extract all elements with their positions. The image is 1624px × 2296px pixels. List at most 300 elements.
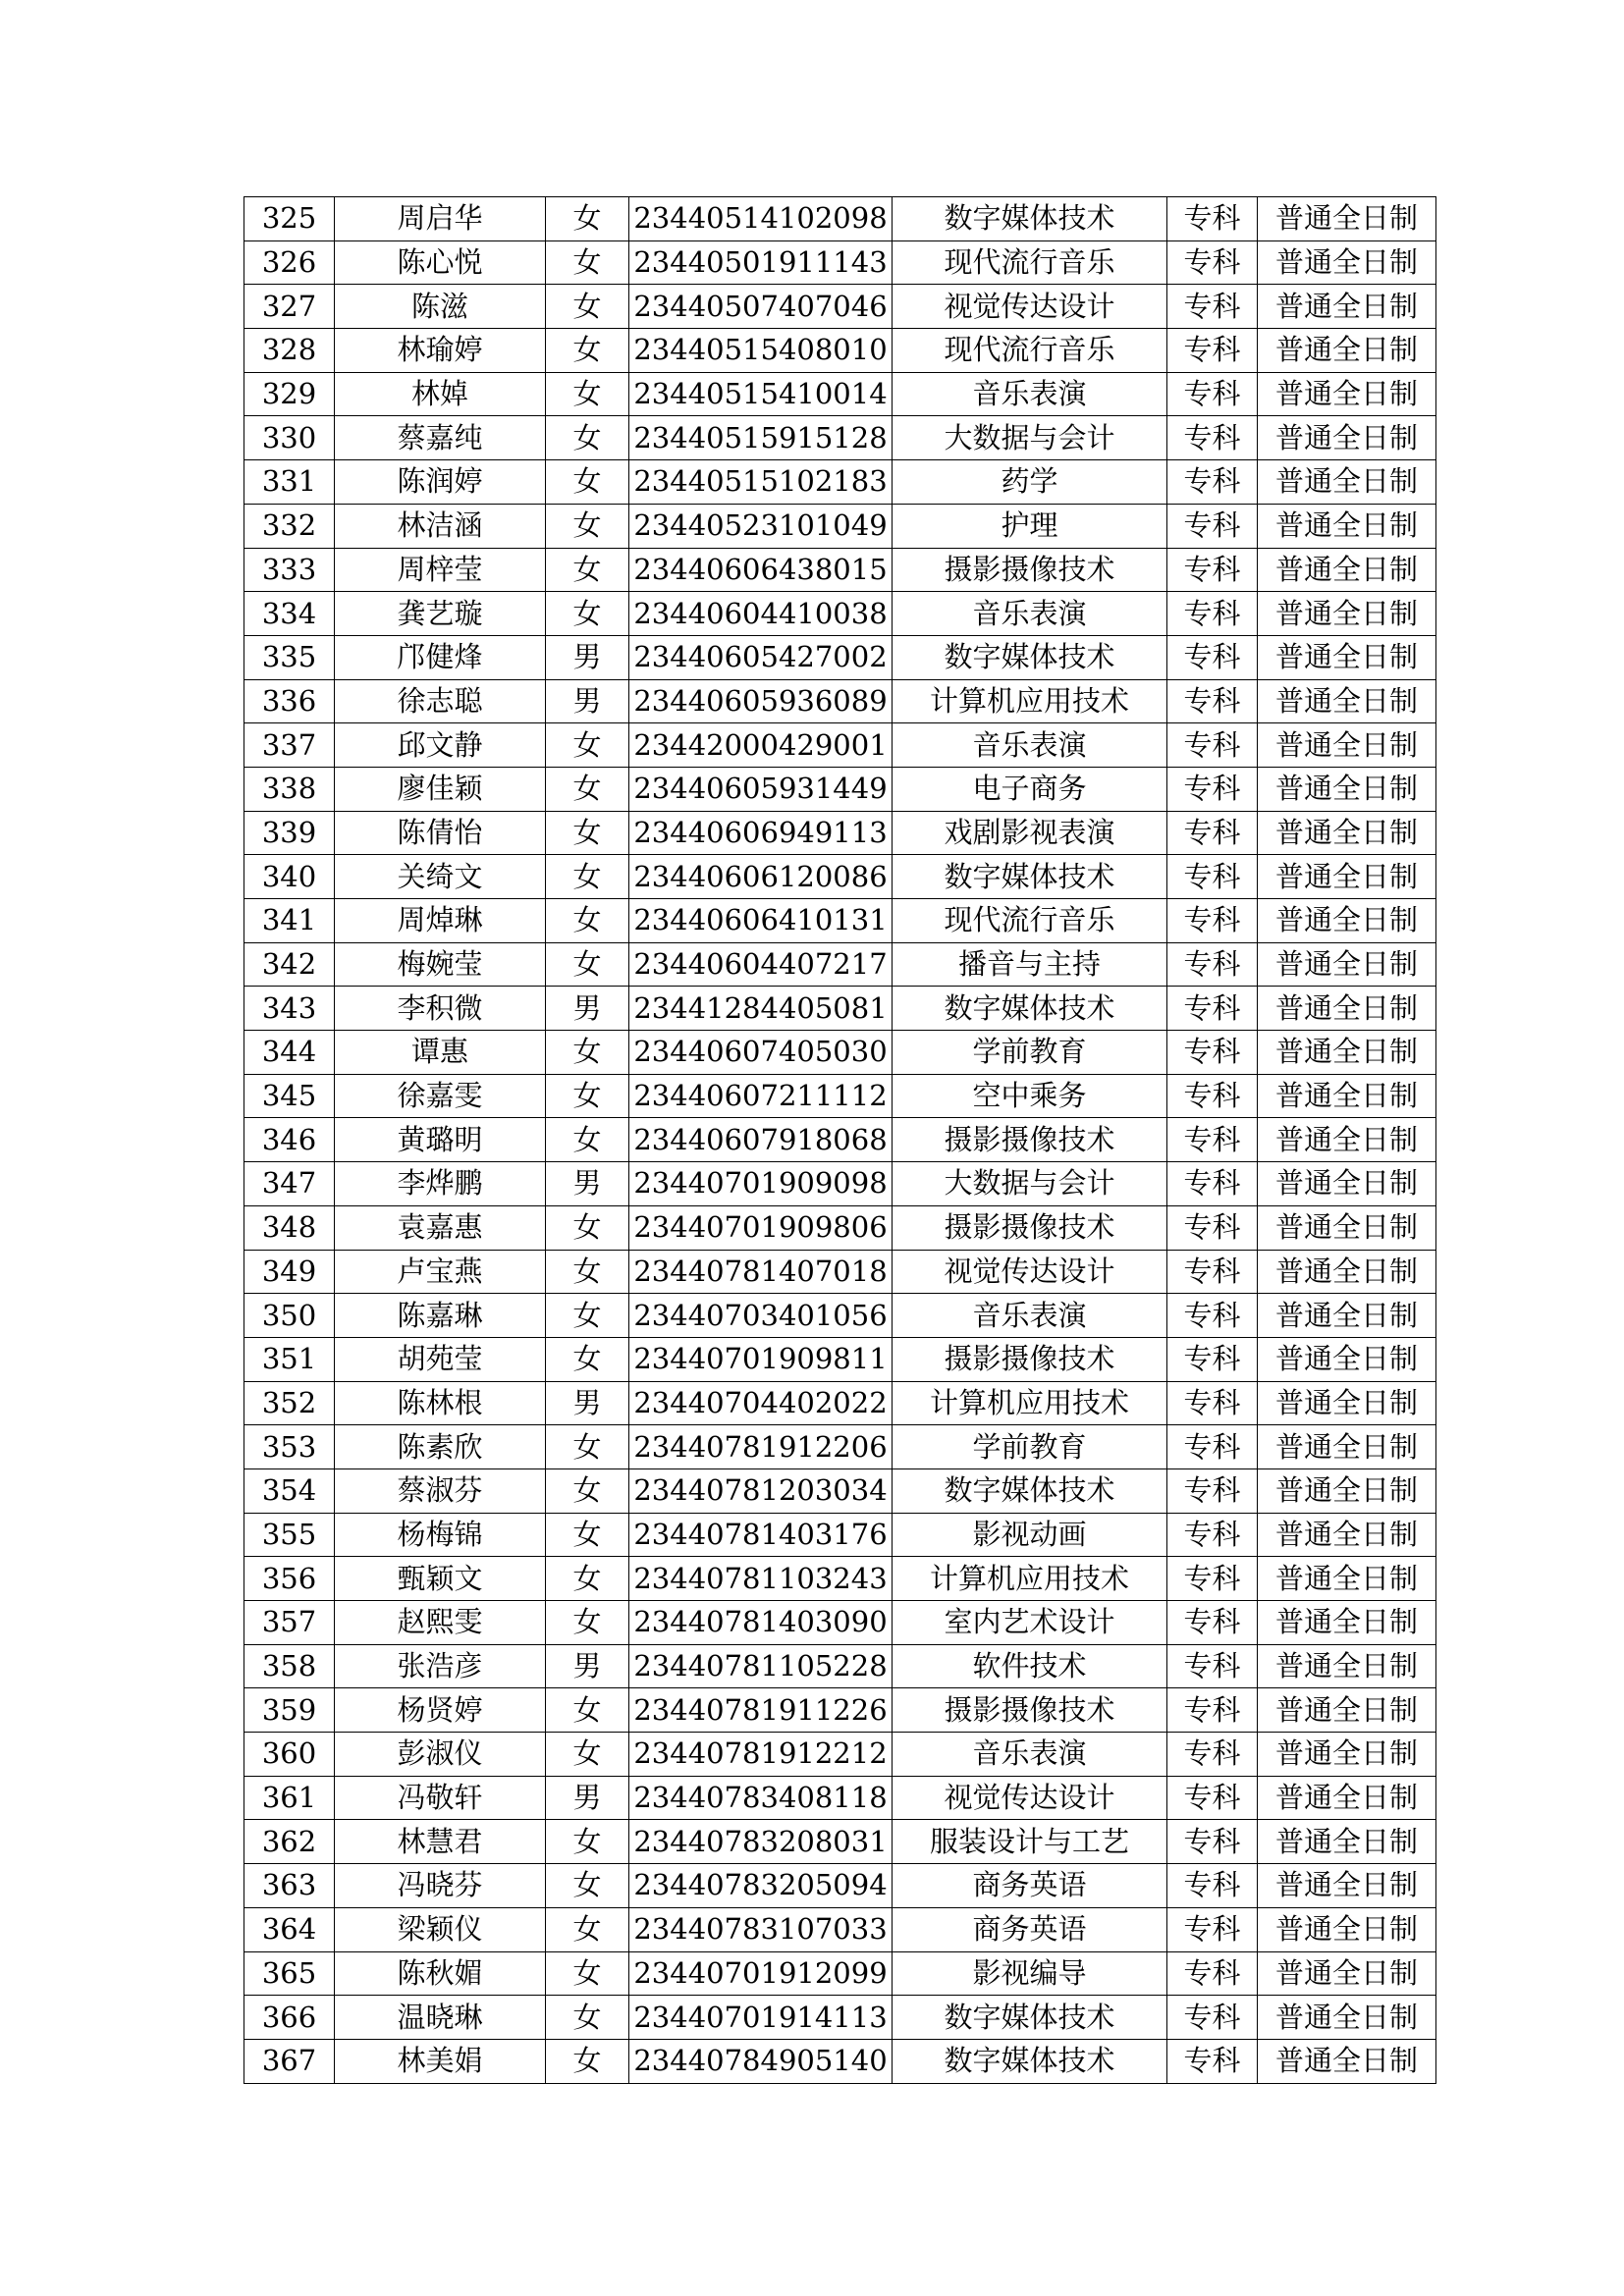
row-number-cell: 343 (244, 987, 335, 1031)
study-mode-cell: 普通全日制 (1258, 240, 1436, 285)
student-name-cell: 张浩彦 (335, 1644, 546, 1688)
level-cell: 专科 (1167, 1425, 1258, 1469)
student-name-cell: 林美娟 (335, 2039, 546, 2083)
study-mode-cell: 普通全日制 (1258, 1381, 1436, 1425)
student-name-cell: 李烨鹏 (335, 1162, 546, 1206)
gender-cell: 女 (546, 1294, 629, 1338)
table-row (244, 1820, 1436, 1864)
gender-cell: 女 (546, 723, 629, 768)
level-cell: 专科 (1167, 1951, 1258, 1996)
level-cell: 专科 (1167, 1557, 1258, 1601)
student-name-cell: 甄颖文 (335, 1557, 546, 1601)
exam-id-cell: 23440701909098 (629, 1162, 893, 1206)
student-name-cell: 冯晓芬 (335, 1864, 546, 1908)
exam-id-cell: 23440606438015 (629, 548, 893, 592)
exam-id-cell: 23440515408010 (629, 329, 893, 373)
row-number-cell: 366 (244, 1996, 335, 2040)
row-number-cell: 342 (244, 942, 335, 987)
study-mode-cell: 普通全日制 (1258, 1601, 1436, 1645)
major-cell: 计算机应用技术 (893, 1381, 1167, 1425)
student-name-cell: 蔡嘉纯 (335, 416, 546, 460)
student-name-cell: 赵熙雯 (335, 1601, 546, 1645)
table-row (244, 635, 1436, 679)
study-mode-cell: 普通全日制 (1258, 1205, 1436, 1250)
table-row (244, 767, 1436, 811)
row-number-cell: 336 (244, 679, 335, 723)
major-cell: 数字媒体技术 (893, 197, 1167, 241)
major-cell: 护理 (893, 504, 1167, 548)
exam-id-cell: 23440783208031 (629, 1820, 893, 1864)
level-cell: 专科 (1167, 1513, 1258, 1557)
exam-id-cell: 23440514102098 (629, 197, 893, 241)
table-row (244, 1031, 1436, 1075)
student-name-cell: 彭淑仪 (335, 1733, 546, 1777)
major-cell: 电子商务 (893, 767, 1167, 811)
level-cell: 专科 (1167, 1688, 1258, 1733)
major-cell: 数字媒体技术 (893, 1996, 1167, 2040)
exam-id-cell: 23440507407046 (629, 285, 893, 329)
study-mode-cell: 普通全日制 (1258, 679, 1436, 723)
level-cell: 专科 (1167, 767, 1258, 811)
row-number-cell: 330 (244, 416, 335, 460)
level-cell: 专科 (1167, 1031, 1258, 1075)
gender-cell: 女 (546, 416, 629, 460)
level-cell: 专科 (1167, 416, 1258, 460)
study-mode-cell: 普通全日制 (1258, 767, 1436, 811)
student-name-cell: 胡苑莹 (335, 1337, 546, 1381)
gender-cell: 女 (546, 504, 629, 548)
table-row (244, 1294, 1436, 1338)
gender-cell: 女 (546, 1468, 629, 1513)
study-mode-cell: 普通全日制 (1258, 942, 1436, 987)
table-row (244, 811, 1436, 855)
student-name-cell: 李积微 (335, 987, 546, 1031)
student-name-cell: 林婥 (335, 372, 546, 416)
exam-id-cell: 23440783408118 (629, 1776, 893, 1820)
table-row (244, 987, 1436, 1031)
gender-cell: 男 (546, 1776, 629, 1820)
exam-id-cell: 23440701912099 (629, 1951, 893, 1996)
exam-id-cell: 23440604410038 (629, 592, 893, 636)
row-number-cell: 333 (244, 548, 335, 592)
row-number-cell: 328 (244, 329, 335, 373)
gender-cell: 男 (546, 1381, 629, 1425)
level-cell: 专科 (1167, 548, 1258, 592)
exam-id-cell: 23440781407018 (629, 1250, 893, 1294)
major-cell: 音乐表演 (893, 372, 1167, 416)
study-mode-cell: 普通全日制 (1258, 1337, 1436, 1381)
exam-id-cell: 23440523101049 (629, 504, 893, 548)
row-number-cell: 341 (244, 899, 335, 943)
level-cell: 专科 (1167, 723, 1258, 768)
row-number-cell: 349 (244, 1250, 335, 1294)
table-row (244, 1776, 1436, 1820)
major-cell: 视觉传达设计 (893, 1250, 1167, 1294)
gender-cell: 女 (546, 372, 629, 416)
exam-id-cell: 23440784905140 (629, 2039, 893, 2083)
student-name-cell: 蔡淑芬 (335, 1468, 546, 1513)
table-row (244, 240, 1436, 285)
table-row (244, 1733, 1436, 1777)
student-name-cell: 陈心悦 (335, 240, 546, 285)
exam-id-cell: 23440501911143 (629, 240, 893, 285)
exam-id-cell: 23440604407217 (629, 942, 893, 987)
table-row (244, 1337, 1436, 1381)
student-name-cell: 梁颖仪 (335, 1907, 546, 1951)
row-number-cell: 345 (244, 1074, 335, 1118)
gender-cell: 女 (546, 1733, 629, 1777)
study-mode-cell: 普通全日制 (1258, 504, 1436, 548)
table-row (244, 285, 1436, 329)
gender-cell: 女 (546, 767, 629, 811)
major-cell: 计算机应用技术 (893, 1557, 1167, 1601)
study-mode-cell: 普通全日制 (1258, 1250, 1436, 1294)
student-name-cell: 林慧君 (335, 1820, 546, 1864)
student-name-cell: 周焯琳 (335, 899, 546, 943)
student-name-cell: 温晓琳 (335, 1996, 546, 2040)
row-number-cell: 340 (244, 855, 335, 899)
row-number-cell: 332 (244, 504, 335, 548)
level-cell: 专科 (1167, 942, 1258, 987)
major-cell: 室内艺术设计 (893, 1601, 1167, 1645)
student-name-cell: 徐嘉雯 (335, 1074, 546, 1118)
gender-cell: 女 (546, 1996, 629, 2040)
major-cell: 摄影摄像技术 (893, 1688, 1167, 1733)
student-name-cell: 邱文静 (335, 723, 546, 768)
student-name-cell: 陈秋媚 (335, 1951, 546, 1996)
table-row (244, 1074, 1436, 1118)
major-cell: 数字媒体技术 (893, 987, 1167, 1031)
level-cell: 专科 (1167, 1601, 1258, 1645)
student-name-cell: 周启华 (335, 197, 546, 241)
exam-id-cell: 23440781105228 (629, 1644, 893, 1688)
gender-cell: 女 (546, 1907, 629, 1951)
table-row (244, 372, 1436, 416)
major-cell: 商务英语 (893, 1907, 1167, 1951)
gender-cell: 女 (546, 1118, 629, 1162)
study-mode-cell: 普通全日制 (1258, 635, 1436, 679)
student-name-cell: 杨贤婷 (335, 1688, 546, 1733)
gender-cell: 男 (546, 1162, 629, 1206)
major-cell: 数字媒体技术 (893, 1468, 1167, 1513)
row-number-cell: 359 (244, 1688, 335, 1733)
row-number-cell: 339 (244, 811, 335, 855)
student-name-cell: 徐志聪 (335, 679, 546, 723)
level-cell: 专科 (1167, 1337, 1258, 1381)
major-cell: 现代流行音乐 (893, 899, 1167, 943)
student-name-cell: 卢宝燕 (335, 1250, 546, 1294)
level-cell: 专科 (1167, 1250, 1258, 1294)
student-name-cell: 陈素欣 (335, 1425, 546, 1469)
student-name-cell: 袁嘉惠 (335, 1205, 546, 1250)
gender-cell: 女 (546, 285, 629, 329)
major-cell: 音乐表演 (893, 723, 1167, 768)
gender-cell: 女 (546, 942, 629, 987)
study-mode-cell: 普通全日制 (1258, 987, 1436, 1031)
major-cell: 商务英语 (893, 1864, 1167, 1908)
level-cell: 专科 (1167, 1294, 1258, 1338)
level-cell: 专科 (1167, 855, 1258, 899)
row-number-cell: 337 (244, 723, 335, 768)
level-cell: 专科 (1167, 1644, 1258, 1688)
level-cell: 专科 (1167, 679, 1258, 723)
student-name-cell: 杨梅锦 (335, 1513, 546, 1557)
table-row (244, 460, 1436, 505)
major-cell: 现代流行音乐 (893, 240, 1167, 285)
row-number-cell: 327 (244, 285, 335, 329)
study-mode-cell: 普通全日制 (1258, 1557, 1436, 1601)
study-mode-cell: 普通全日制 (1258, 1864, 1436, 1908)
table-row (244, 329, 1436, 373)
level-cell: 专科 (1167, 1205, 1258, 1250)
study-mode-cell: 普通全日制 (1258, 1820, 1436, 1864)
study-mode-cell: 普通全日制 (1258, 1776, 1436, 1820)
gender-cell: 女 (546, 592, 629, 636)
level-cell: 专科 (1167, 1468, 1258, 1513)
major-cell: 药学 (893, 460, 1167, 505)
major-cell: 空中乘务 (893, 1074, 1167, 1118)
student-name-cell: 周梓莹 (335, 548, 546, 592)
major-cell: 摄影摄像技术 (893, 1205, 1167, 1250)
study-mode-cell: 普通全日制 (1258, 855, 1436, 899)
gender-cell: 女 (546, 1074, 629, 1118)
study-mode-cell: 普通全日制 (1258, 723, 1436, 768)
study-mode-cell: 普通全日制 (1258, 1996, 1436, 2040)
level-cell: 专科 (1167, 1996, 1258, 2040)
level-cell: 专科 (1167, 1074, 1258, 1118)
study-mode-cell: 普通全日制 (1258, 416, 1436, 460)
study-mode-cell: 普通全日制 (1258, 548, 1436, 592)
exam-id-cell: 23440515410014 (629, 372, 893, 416)
student-name-cell: 梅婉莹 (335, 942, 546, 987)
student-name-cell: 林瑜婷 (335, 329, 546, 373)
major-cell: 音乐表演 (893, 1294, 1167, 1338)
row-number-cell: 357 (244, 1601, 335, 1645)
exam-id-cell: 23440701914113 (629, 1996, 893, 2040)
gender-cell: 女 (546, 2039, 629, 2083)
row-number-cell: 365 (244, 1951, 335, 1996)
level-cell: 专科 (1167, 1820, 1258, 1864)
gender-cell: 女 (546, 1601, 629, 1645)
student-name-cell: 陈润婷 (335, 460, 546, 505)
table-row (244, 504, 1436, 548)
level-cell: 专科 (1167, 811, 1258, 855)
major-cell: 现代流行音乐 (893, 329, 1167, 373)
gender-cell: 女 (546, 1688, 629, 1733)
gender-cell: 男 (546, 1644, 629, 1688)
student-name-cell: 冯敬轩 (335, 1776, 546, 1820)
exam-id-cell: 23440605427002 (629, 635, 893, 679)
level-cell: 专科 (1167, 240, 1258, 285)
student-name-cell: 陈林根 (335, 1381, 546, 1425)
major-cell: 数字媒体技术 (893, 2039, 1167, 2083)
exam-id-cell: 23440606120086 (629, 855, 893, 899)
level-cell: 专科 (1167, 1733, 1258, 1777)
row-number-cell: 329 (244, 372, 335, 416)
major-cell: 视觉传达设计 (893, 1776, 1167, 1820)
major-cell: 摄影摄像技术 (893, 1337, 1167, 1381)
level-cell: 专科 (1167, 1907, 1258, 1951)
gender-cell: 女 (546, 811, 629, 855)
row-number-cell: 331 (244, 460, 335, 505)
exam-id-cell: 23440606410131 (629, 899, 893, 943)
student-name-cell: 龚艺璇 (335, 592, 546, 636)
major-cell: 服装设计与工艺 (893, 1820, 1167, 1864)
exam-id-cell: 23440781203034 (629, 1468, 893, 1513)
gender-cell: 女 (546, 329, 629, 373)
exam-id-cell: 23440781403090 (629, 1601, 893, 1645)
gender-cell: 女 (546, 1557, 629, 1601)
exam-id-cell: 23440704402022 (629, 1381, 893, 1425)
row-number-cell: 351 (244, 1337, 335, 1381)
table-row (244, 548, 1436, 592)
major-cell: 软件技术 (893, 1644, 1167, 1688)
major-cell: 学前教育 (893, 1425, 1167, 1469)
exam-id-cell: 23440703401056 (629, 1294, 893, 1338)
student-name-cell: 林洁涵 (335, 504, 546, 548)
level-cell: 专科 (1167, 635, 1258, 679)
study-mode-cell: 普通全日制 (1258, 1513, 1436, 1557)
table-row (244, 1907, 1436, 1951)
student-name-cell: 陈滋 (335, 285, 546, 329)
gender-cell: 女 (546, 1513, 629, 1557)
row-number-cell: 360 (244, 1733, 335, 1777)
gender-cell: 男 (546, 679, 629, 723)
exam-id-cell: 23440701909811 (629, 1337, 893, 1381)
row-number-cell: 356 (244, 1557, 335, 1601)
student-name-cell: 谭惠 (335, 1031, 546, 1075)
row-number-cell: 361 (244, 1776, 335, 1820)
level-cell: 专科 (1167, 987, 1258, 1031)
row-number-cell: 335 (244, 635, 335, 679)
table-row (244, 1644, 1436, 1688)
row-number-cell: 346 (244, 1118, 335, 1162)
row-number-cell: 347 (244, 1162, 335, 1206)
table-row (244, 416, 1436, 460)
exam-id-cell: 23440607918068 (629, 1118, 893, 1162)
study-mode-cell: 普通全日制 (1258, 1294, 1436, 1338)
major-cell: 计算机应用技术 (893, 679, 1167, 723)
major-cell: 数字媒体技术 (893, 635, 1167, 679)
exam-id-cell: 23440607405030 (629, 1031, 893, 1075)
gender-cell: 女 (546, 1031, 629, 1075)
exam-id-cell: 23440781103243 (629, 1557, 893, 1601)
table-row (244, 942, 1436, 987)
gender-cell: 男 (546, 987, 629, 1031)
study-mode-cell: 普通全日制 (1258, 1951, 1436, 1996)
level-cell: 专科 (1167, 504, 1258, 548)
study-mode-cell: 普通全日制 (1258, 1644, 1436, 1688)
exam-id-cell: 23441284405081 (629, 987, 893, 1031)
exam-id-cell: 23440605936089 (629, 679, 893, 723)
table-row (244, 899, 1436, 943)
row-number-cell: 344 (244, 1031, 335, 1075)
table-row (244, 679, 1436, 723)
gender-cell: 女 (546, 1205, 629, 1250)
gender-cell: 女 (546, 548, 629, 592)
level-cell: 专科 (1167, 197, 1258, 241)
study-mode-cell: 普通全日制 (1258, 1074, 1436, 1118)
major-cell: 音乐表演 (893, 592, 1167, 636)
table-row (244, 1513, 1436, 1557)
table-row (244, 1381, 1436, 1425)
table-row (244, 1557, 1436, 1601)
table-row (244, 1468, 1436, 1513)
table-row (244, 723, 1436, 768)
level-cell: 专科 (1167, 1864, 1258, 1908)
level-cell: 专科 (1167, 592, 1258, 636)
study-mode-cell: 普通全日制 (1258, 1031, 1436, 1075)
gender-cell: 女 (546, 1425, 629, 1469)
study-mode-cell: 普通全日制 (1258, 1907, 1436, 1951)
table-row (244, 1996, 1436, 2040)
exam-id-cell: 23440701909806 (629, 1205, 893, 1250)
major-cell: 影视编导 (893, 1951, 1167, 1996)
student-name-cell: 关绮文 (335, 855, 546, 899)
table-row (244, 197, 1436, 241)
exam-id-cell: 23440781403176 (629, 1513, 893, 1557)
table-row (244, 1425, 1436, 1469)
student-name-cell: 陈嘉琳 (335, 1294, 546, 1338)
table-row (244, 1118, 1436, 1162)
exam-id-cell: 23440783205094 (629, 1864, 893, 1908)
major-cell: 摄影摄像技术 (893, 1118, 1167, 1162)
exam-id-cell: 23440781912212 (629, 1733, 893, 1777)
level-cell: 专科 (1167, 372, 1258, 416)
table-row (244, 1250, 1436, 1294)
roster-body (244, 197, 1436, 2084)
table-row (244, 855, 1436, 899)
row-number-cell: 355 (244, 1513, 335, 1557)
table-row (244, 1601, 1436, 1645)
table-row (244, 1162, 1436, 1206)
table-row (244, 1951, 1436, 1996)
row-number-cell: 325 (244, 197, 335, 241)
level-cell: 专科 (1167, 2039, 1258, 2083)
exam-id-cell: 23442000429001 (629, 723, 893, 768)
row-number-cell: 334 (244, 592, 335, 636)
major-cell: 学前教育 (893, 1031, 1167, 1075)
major-cell: 数字媒体技术 (893, 855, 1167, 899)
gender-cell: 男 (546, 635, 629, 679)
row-number-cell: 364 (244, 1907, 335, 1951)
student-name-cell: 黄璐明 (335, 1118, 546, 1162)
exam-id-cell: 23440781912206 (629, 1425, 893, 1469)
exam-id-cell: 23440606949113 (629, 811, 893, 855)
row-number-cell: 353 (244, 1425, 335, 1469)
row-number-cell: 354 (244, 1468, 335, 1513)
gender-cell: 女 (546, 1250, 629, 1294)
level-cell: 专科 (1167, 1776, 1258, 1820)
exam-id-cell: 23440607211112 (629, 1074, 893, 1118)
gender-cell: 女 (546, 240, 629, 285)
gender-cell: 女 (546, 460, 629, 505)
study-mode-cell: 普通全日制 (1258, 329, 1436, 373)
table-row (244, 1205, 1436, 1250)
exam-id-cell: 23440781911226 (629, 1688, 893, 1733)
exam-id-cell: 23440605931449 (629, 767, 893, 811)
study-mode-cell: 普通全日制 (1258, 1118, 1436, 1162)
row-number-cell: 326 (244, 240, 335, 285)
major-cell: 大数据与会计 (893, 416, 1167, 460)
table-row (244, 2039, 1436, 2083)
major-cell: 戏剧影视表演 (893, 811, 1167, 855)
level-cell: 专科 (1167, 285, 1258, 329)
row-number-cell: 363 (244, 1864, 335, 1908)
study-mode-cell: 普通全日制 (1258, 1162, 1436, 1206)
study-mode-cell: 普通全日制 (1258, 197, 1436, 241)
level-cell: 专科 (1167, 460, 1258, 505)
